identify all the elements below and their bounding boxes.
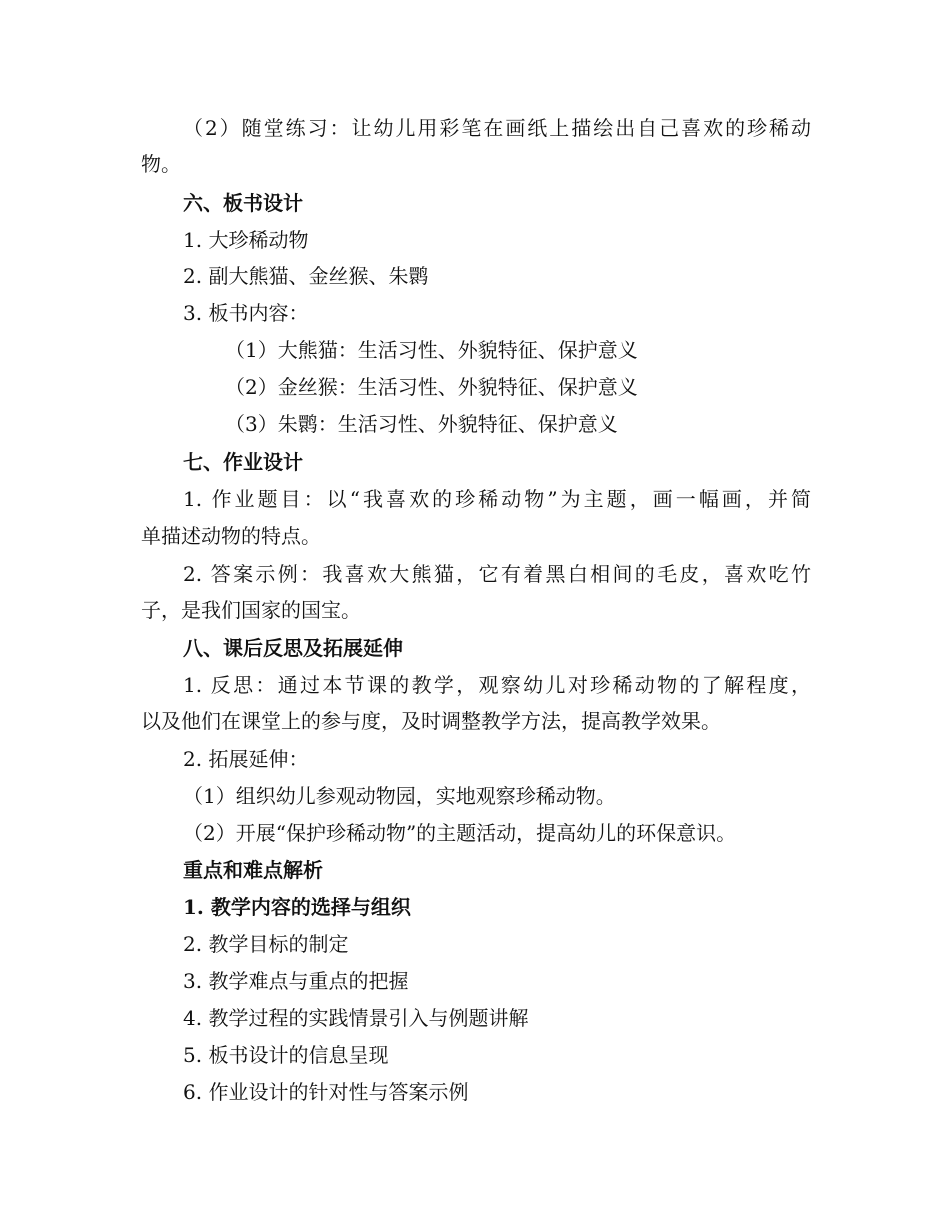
section-heading: 八、课后反思及拓展延伸: [183, 636, 403, 660]
section-heading: 七、作业设计: [183, 450, 303, 474]
section-heading: 六、板书设计: [183, 191, 303, 215]
list-item: 2. 拓展延伸：: [183, 747, 309, 771]
paragraph-line: 子，是我们国家的国宝。: [141, 598, 361, 622]
sub-list-item: （2）金丝猴：生活习性、外貌特征、保护意义: [225, 375, 638, 399]
list-item: 2. 副大熊猫、金丝猴、朱鹮: [183, 264, 429, 288]
paragraph-line: 1. 作业题目：以“我喜欢的珍稀动物”为主题，画一幅画，并简: [183, 487, 811, 511]
paragraph-line: （2）随堂练习：让幼儿用彩笔在画纸上描绘出自己喜欢的珍稀动: [183, 116, 811, 140]
list-item: 1. 教学内容的选择与组织: [183, 895, 411, 919]
list-item: 5. 板书设计的信息呈现: [183, 1043, 389, 1067]
paragraph-line: 物。: [141, 152, 181, 176]
sub-list-item: （1）大熊猫：生活习性、外貌特征、保护意义: [225, 338, 638, 362]
list-item: 3. 板书内容：: [183, 301, 309, 325]
section-heading: 重点和难点解析: [183, 858, 323, 882]
list-item: 3. 教学难点与重点的把握: [183, 969, 409, 993]
list-item: 2. 教学目标的制定: [183, 932, 349, 956]
list-item: 1. 大珍稀动物: [183, 228, 309, 252]
sub-list-item: （1）组织幼儿参观动物园，实地观察珍稀动物。: [183, 784, 616, 808]
paragraph-line: 1. 反思：通过本节课的教学，观察幼儿对珍稀动物的了解程度，: [183, 673, 811, 697]
list-item: 6. 作业设计的针对性与答案示例: [183, 1080, 469, 1104]
list-item: 4. 教学过程的实践情景引入与例题讲解: [183, 1006, 529, 1030]
paragraph-line: 单描述动物的特点。: [141, 524, 321, 548]
paragraph-line: 2. 答案示例：我喜欢大熊猫，它有着黑白相间的毛皮，喜欢吃竹: [183, 562, 811, 586]
sub-list-item: （3）朱鹮：生活习性、外貌特征、保护意义: [225, 412, 618, 436]
sub-list-item: （2）开展“保护珍稀动物”的主题活动，提高幼儿的环保意识。: [183, 821, 737, 845]
paragraph-line: 以及他们在课堂上的参与度，及时调整教学方法，提高教学效果。: [141, 709, 721, 733]
